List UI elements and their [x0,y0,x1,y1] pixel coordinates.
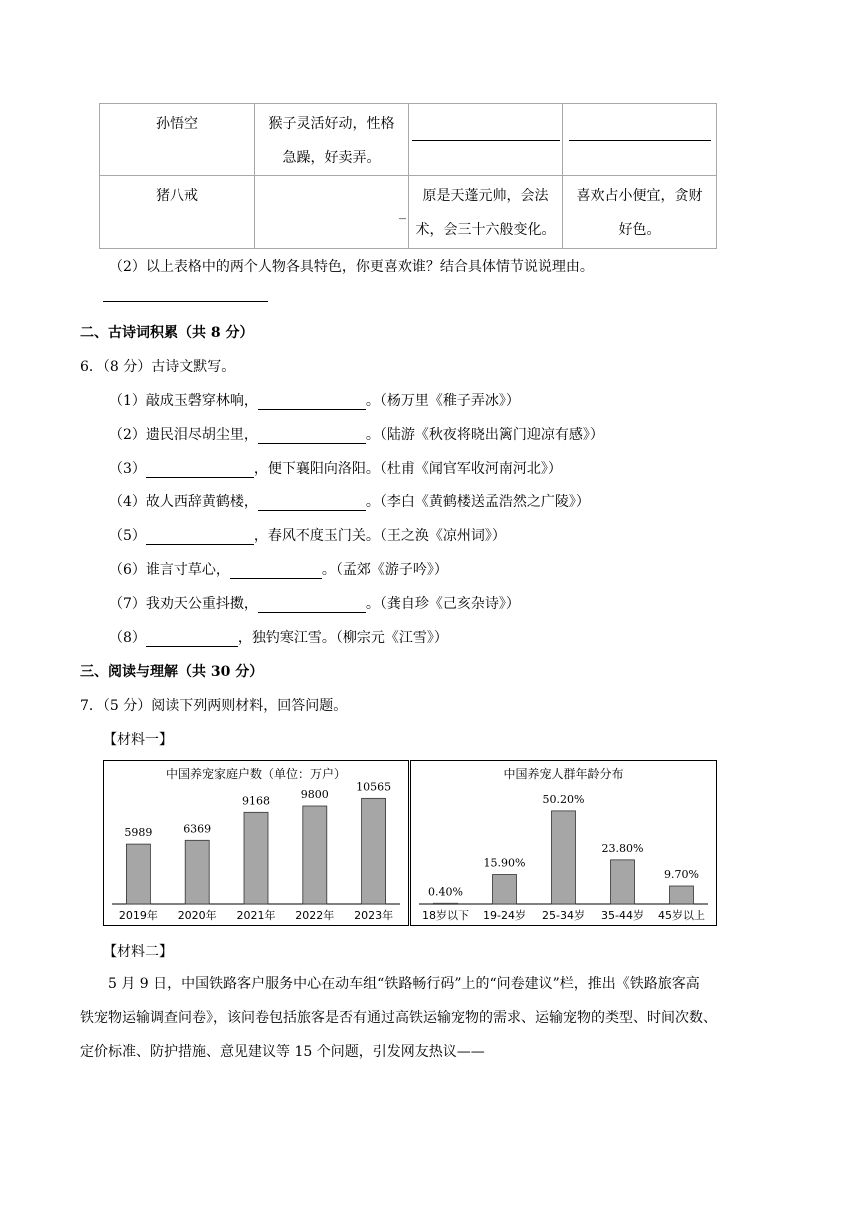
question-7-intro: 7．（5 分）阅读下列两则材料，回答问题。 [80,698,348,714]
data-label: 15.90% [483,856,526,870]
data-label: 5989 [124,826,153,840]
chart-bar [611,860,635,904]
answer-blank[interactable] [258,427,366,444]
data-label: 6369 [183,822,212,836]
poem-item: （8） ，独钓寒江雪。（柳宗元《江雪》） [109,630,448,646]
material-1-label: 【材料一】 [103,732,173,748]
trait-line: 猴子灵活好动，性格 [268,116,395,132]
question-6-intro: 6．（8 分）古诗文默写。 [80,359,236,375]
data-label: 9.70% [664,868,699,882]
chart-bar [185,840,209,904]
chart-age-distribution [410,760,717,926]
chart-bar [244,812,268,904]
data-label: 9168 [242,794,270,808]
x-tick-label: 35-44岁 [601,909,644,922]
chart-title: 中国养宠人群年龄分布 [503,767,624,781]
table-row [100,176,717,249]
trait-line: 急躁，好卖弄。 [282,150,381,166]
poem-item: （2）遗民泪尽胡尘里， 。（陆游《秋夜将晓出篱门迎凉有感》） [109,427,604,443]
chart-bar [552,811,576,904]
poem-item: （6）谁言寸草心， 。（孟郊《游子吟》） [109,562,448,578]
answer-cell[interactable] [563,104,717,176]
x-tick-label: 2021年 [236,909,276,922]
data-label: 9800 [300,788,329,801]
x-tick-label: 2022年 [295,909,335,922]
poem-item: （1）敲成玉磬穿林响， 。（杨万里《稚子弄冰》） [109,393,520,409]
section-3-heading: 三、阅读与理解（共 30 分） [80,664,264,680]
data-label: 50.20% [542,792,585,806]
origin-cell [409,176,563,249]
material-2-paragraph [80,967,800,1069]
poem-item: （4）故人西辞黄鹤楼， 。（李白《黄鹤楼送孟浩然之广陵》） [109,494,590,510]
habit-cell [563,176,717,249]
chart-bar [303,806,327,904]
habit-line: 喜欢占小便宜，贪财 [576,188,703,204]
x-tick-label: 2020年 [177,909,217,922]
x-tick-label: 2023年 [354,909,394,922]
x-tick-label: 2019年 [118,909,158,922]
poem-item: （5） ，春风不度玉门关。（王之涣《凉州词》） [109,528,506,544]
answer-blank[interactable] [230,562,322,579]
answer-cell[interactable] [255,176,409,249]
table-row [100,104,717,176]
answer-blank[interactable] [412,122,560,141]
answer-blank[interactable] [258,596,366,613]
origin-line: 术，会三十六般变化。 [415,222,556,238]
chart-svg [411,761,716,925]
x-tick-label: 25-34岁 [542,909,585,922]
chart-bar [670,886,694,904]
poem-item: （7）我劝天公重抖擞， 。（龚自珍《己亥杂诗》） [109,596,520,612]
data-label: 23.80% [601,841,644,855]
answer-blank[interactable] [146,528,254,545]
section-2-heading: 二、古诗词积累（共 8 分） [80,325,254,341]
blank-mark: _ [399,204,406,220]
paragraph-line: 5 月 9 日，中国铁路客户服务中心在动车组“铁路畅行码”上的“问卷建议”栏，推出《铁路旅客高 [108,976,700,992]
data-label: 0.40% [428,885,463,899]
answer-blank[interactable] [146,630,238,647]
paragraph-line: 铁宠物运输调查问卷》，该问卷包括旅客是否有通过高铁运输宠物的需求、运输宠物的类型、时间次数、 [80,1010,717,1026]
chart-title: 中国养宠家庭户数（单位：万户） [165,767,346,781]
answer-blank[interactable] [258,494,366,511]
question-5-2: （2）以上表格中的两个人物各具特色，你更喜欢谁？结合具体情节说说理由。 [109,259,594,275]
chart-pet-households [103,760,409,926]
origin-line: 原是天蓬元帅，会法 [422,188,549,204]
x-tick-label: 18岁以下 [422,909,469,922]
chart-bar [126,844,150,904]
character-table [99,103,717,249]
habit-line: 好色。 [618,222,661,238]
x-tick-label: 19-24岁 [483,909,526,922]
answer-cell[interactable] [409,104,563,176]
answer-blank[interactable] [569,122,711,141]
answer-blank[interactable] [146,461,254,478]
material-2-label: 【材料二】 [103,944,173,960]
x-tick-label: 45岁以上 [658,909,705,922]
chart-svg [104,761,408,925]
trait-cell [255,104,409,176]
chart-bar [493,875,517,904]
poem-item: （3） ，便下襄阳向洛阳。（杜甫《闻官军收河南河北》） [109,461,562,477]
chart-bar [362,798,386,904]
answer-blank[interactable] [258,393,366,410]
answer-line[interactable] [103,301,268,302]
paragraph-line: 定价标准、防护措施、意见建议等 15 个问题，引发网友热议—— [80,1044,485,1060]
data-label: 10565 [356,780,392,794]
chart-bar [434,903,458,904]
character-name: 猪八戒 [100,176,255,249]
character-name: 孙悟空 [100,104,255,176]
